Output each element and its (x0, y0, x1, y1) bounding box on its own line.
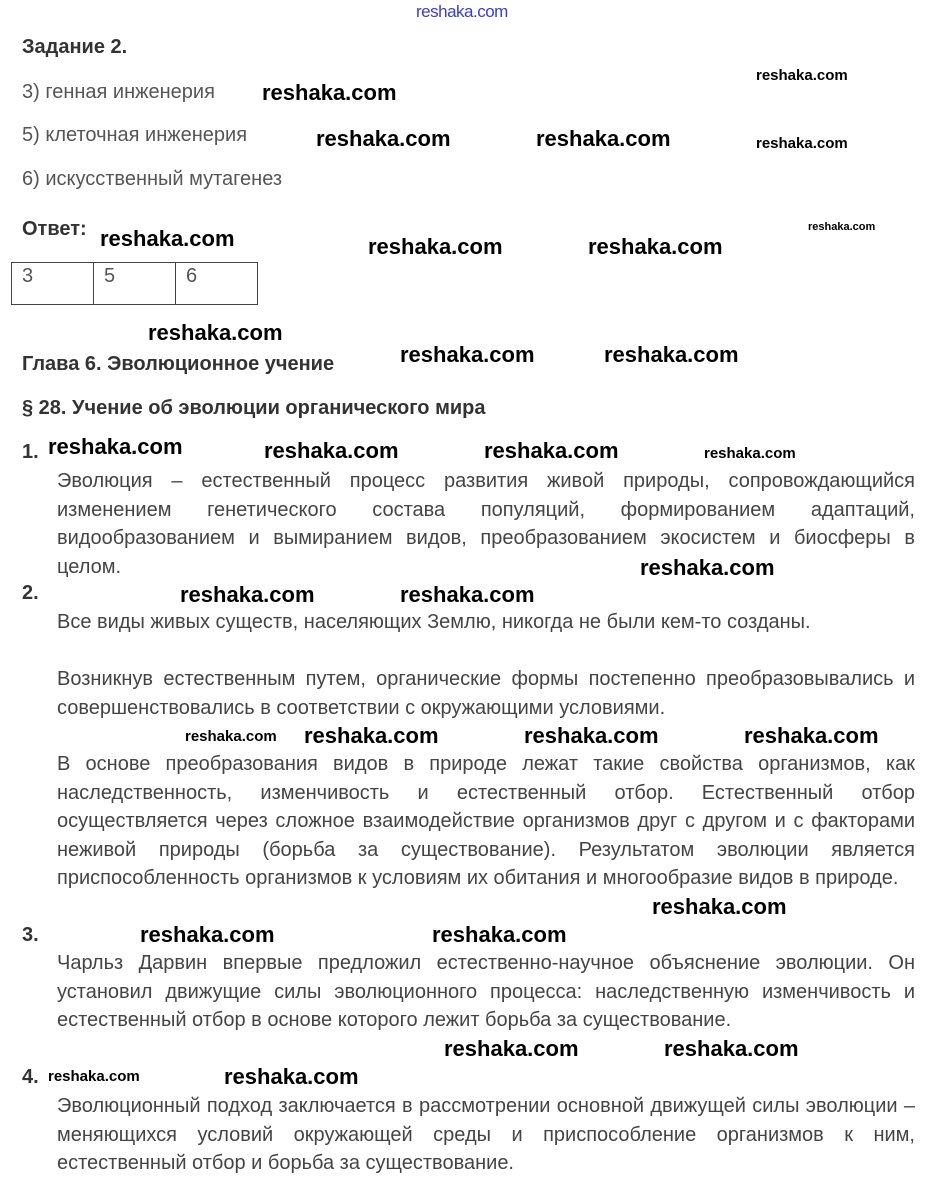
answer-number: 1. (22, 441, 39, 463)
watermark: reshaka.com (148, 320, 283, 345)
watermark: reshaka.com (224, 1064, 359, 1089)
answer-table (11, 262, 258, 305)
watermark: reshaka.com (264, 438, 399, 463)
task-item: 5) клеточная инженерия (22, 124, 248, 146)
watermark: reshaka.com (48, 434, 183, 459)
site-watermark-header[interactable]: reshaka.com (416, 2, 508, 21)
watermark: reshaka.com (652, 894, 787, 919)
task-item: 3) генная инженерия (22, 81, 215, 103)
watermark: reshaka.com (432, 922, 567, 947)
watermark: reshaka.com (484, 438, 619, 463)
watermark: reshaka.com (400, 342, 535, 367)
watermark: reshaka.com (368, 234, 503, 259)
answer-paragraph: Чарльз Дарвин впервые предложил естественно-научное объяснение эволюции. Он установил движущие силы эволюционного процесса: наследственную изменчивость и естественный отбор в основе которого лежит борьба за существование. (57, 952, 915, 1031)
watermark: reshaka.com (316, 126, 451, 151)
watermark: reshaka.com (304, 723, 439, 748)
watermark: reshaka.com (588, 234, 723, 259)
watermark: reshaka.com (808, 221, 876, 233)
watermark: reshaka.com (262, 80, 397, 105)
watermark: reshaka.com (664, 1036, 799, 1061)
watermark: reshaka.com (400, 582, 535, 607)
section-title: § 28. Учение об эволюции органического мира (22, 397, 486, 419)
answer-cell: 6 (176, 263, 258, 305)
watermark: reshaka.com (744, 723, 879, 748)
watermark: reshaka.com (48, 1068, 140, 1085)
task-item: 6) искусственный мутагенез (22, 168, 283, 190)
answer-number: 4. (22, 1066, 39, 1088)
answer-paragraph: Эволюционный подход заключается в рассмотрении основной движущей силы эволюции – меняющихся условий окружающей среды и приспособление организмов к ним, естественный отбор и борьба за существование. (57, 1095, 915, 1174)
answer-cell: 3 (12, 263, 94, 305)
watermark: reshaka.com (185, 728, 277, 745)
answer-cell: 5 (94, 263, 176, 305)
answer-paragraph: В основе преобразования видов в природе лежат такие свойства организмов, как наследственность, изменчивость и естественный отбор. Естественный отбор осуществляется через сложное взаимодействие организмов друг с другом и с факторами неживой природы (борьба за существование). Результатом эволюции является приспособленность организмов к условиям их обитания и многообразие видов в природе. (57, 753, 915, 889)
answer-number: 2. (22, 582, 39, 604)
watermark: reshaka.com (536, 126, 671, 151)
watermark: reshaka.com (140, 922, 275, 947)
answer-number: 3. (22, 924, 39, 946)
answer-label: Ответ: (22, 218, 87, 240)
task-title: Задание 2. (22, 36, 128, 58)
watermark: reshaka.com (604, 342, 739, 367)
chapter-title: Глава 6. Эволюционное учение (22, 353, 335, 375)
watermark: reshaka.com (444, 1036, 579, 1061)
answer-paragraph: Возникнув естественным путем, органические формы постепенно преобразовывались и совершенствовались в соответствии с окружающими условиями. (57, 668, 915, 719)
answer-paragraph: Эволюция – естественный процесс развития живой природы, сопровождающийся изменением генетического состава популяций, формированием адаптаций, видообразованием и вымиранием видов, преобразованием экосистем и биосферы в целом. (57, 470, 915, 578)
answer-paragraph: Все виды живых существ, населяющих Землю, никогда не были кем-то созданы. (57, 611, 811, 633)
watermark: reshaka.com (524, 723, 659, 748)
watermark: reshaka.com (180, 582, 315, 607)
watermark: reshaka.com (704, 445, 796, 462)
watermark: reshaka.com (640, 555, 775, 580)
watermark: reshaka.com (756, 67, 848, 84)
watermark: reshaka.com (100, 226, 235, 251)
watermark: reshaka.com (756, 135, 848, 152)
